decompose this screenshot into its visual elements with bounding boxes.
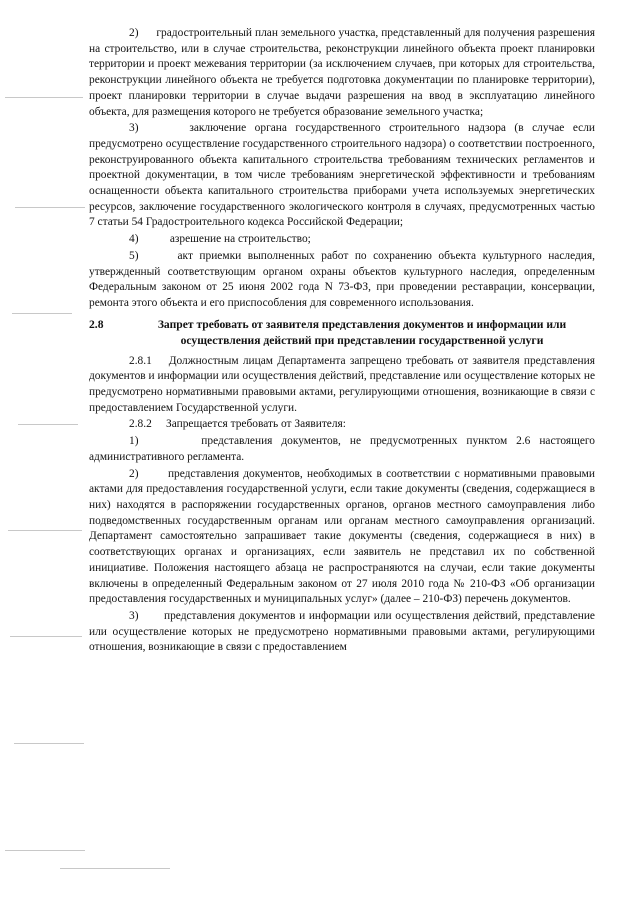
prohibition-item-3: 3) представления документов и информации или осуществления действий, представление или осуществление которых не предусмотрено нормативными правовыми актами, регулирующими отношения, возникающие в связи с предоставлением: [89, 609, 595, 654]
scan-artifact: [60, 868, 170, 869]
scan-artifact: [5, 97, 83, 98]
scan-artifact: [8, 530, 82, 531]
list-item-3: 3) заключение органа государственного строительного надзора (в случае если предусмотрено осуществление государственного строительного надзора) о соответствии построенного, реконструированного объекта капитального строительства требованиям технических регламентов и проектной документации, в том числе требованиям энергетической эффективности и требованиям оснащенности объекта капитального строительства приборами учета используемых энергетических ресурсов, заключение государственного экологического контроля в случаях, предусмотренных частью 7 статьи 54 Градостроительного кодекса Российской Федерации;: [89, 122, 595, 229]
list-item-4: 4) азрешение на строительство;: [129, 233, 311, 246]
list-item-5: 5) акт приемки выполненных работ по сохранению объекта культурного наследия, утвержденный соответствующим органом охраны объектов культурного наследия, определенным Федеральным законом от 25 июня 2002 года N 73-ФЗ, при проведении реставрации, консервации, ремонта этого объекта и его приспособления для современного использования.: [89, 249, 595, 309]
scan-artifact: [18, 424, 78, 425]
scan-artifact: [12, 313, 72, 314]
paragraph-2-8-2: 2.8.2 Запрещается требовать от Заявителя:: [129, 418, 346, 431]
section-title: Запрет требовать от заявителя представления документов и информации или осуществления действий при представлении государственной услуги: [157, 317, 567, 347]
paragraph-2-8-1: 2.8.1 Должностным лицам Департамента запрещено требовать от заявителя представления документов и информации или осуществления действий, представление или осуществление которых не предусмотрено нормативными правовыми актами, регулирующими отношения, возникающие в связи с предоставлением Государственной услуги.: [89, 354, 595, 414]
section-heading: [89, 317, 595, 349]
scan-artifact: [10, 636, 82, 637]
list-item-2: 2) градостроительный план земельного участка, представленный для получения разрешения на строительство, или в случае строительства, реконструкции линейного объекта проект планировки территории и проект межевания территории (за исключением случаев, при которых для строительства, реконструкции линейного объекта не требуется подготовка документации по планировке территории), проект планировки территории в случае выдачи разрешения на ввод в эксплуатацию линейного объекта, для размещения которого не требуется образование земельного участка;: [89, 27, 595, 118]
document-body: [89, 26, 595, 657]
scan-artifact: [15, 207, 85, 208]
prohibition-item-2: 2) представления документов, необходимых в соответствии с нормативными правовыми актами для предоставления государственной услуги, если такие документы (сведения, содержащиеся в них) находятся в распоряжении государственных органов, органов местного самоуправления либо подведомственных государственным органам или органам местного самоуправления организаций. Департамент самостоятельно запрашивает такие документы (сведения, содержащиеся в них) в соответствующих органах и организациях, если заявитель не представил их по собственной инициативе. Положения настоящего абзаца не распространяются на случаи, если такие документы включены в определенный Федеральным законом от 27 июля 2010 года № 210-ФЗ «Об организации предоставления государственных и муниципальных услуг» (далее – 210-ФЗ) перечень документов.: [89, 467, 595, 606]
prohibition-item-1: 1) представления документов, не предусмотренных пунктом 2.6 настоящего административного регламента.: [89, 435, 595, 463]
section-number: 2.8: [89, 317, 104, 331]
scan-artifact: [5, 850, 85, 851]
scan-artifact: [14, 743, 84, 744]
